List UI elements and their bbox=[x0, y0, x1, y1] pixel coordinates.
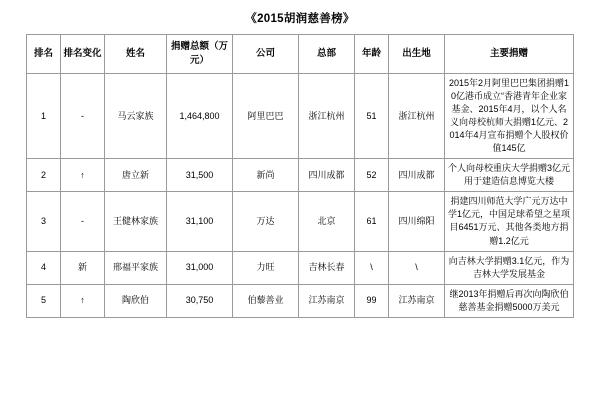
header-age: 年龄 bbox=[355, 35, 389, 74]
cell-rank-change: ↑ bbox=[61, 159, 105, 192]
cell-birthplace: 四川成都 bbox=[389, 159, 445, 192]
header-company: 公司 bbox=[233, 35, 299, 74]
cell-rank: 1 bbox=[27, 74, 61, 159]
header-row bbox=[27, 35, 574, 74]
cell-rank-change: 新 bbox=[61, 251, 105, 284]
cell-rank-change: - bbox=[61, 74, 105, 159]
cell-rank: 2 bbox=[27, 159, 61, 192]
header-main-donation: 主要捐赠 bbox=[445, 35, 574, 74]
cell-name: 陶欣伯 bbox=[105, 284, 167, 317]
cell-main-donation: 继2013年捐赠后再次向陶欣伯慈善基金捐赠5000万美元 bbox=[445, 284, 574, 317]
cell-amount: 31,500 bbox=[167, 159, 233, 192]
header-headquarters: 总部 bbox=[299, 35, 355, 74]
table-header bbox=[27, 35, 574, 74]
header-donation-total: 捐赠总额（万元） bbox=[167, 35, 233, 74]
table-row bbox=[27, 251, 574, 284]
page-bottom-clip bbox=[0, 404, 600, 414]
cell-company: 力旺 bbox=[233, 251, 299, 284]
cell-amount: 31,000 bbox=[167, 251, 233, 284]
cell-age: 52 bbox=[355, 159, 389, 192]
cell-company: 伯藜善业 bbox=[233, 284, 299, 317]
header-rank-change: 排名变化 bbox=[61, 35, 105, 74]
cell-rank: 3 bbox=[27, 192, 61, 251]
cell-company: 万达 bbox=[233, 192, 299, 251]
cell-rank: 4 bbox=[27, 251, 61, 284]
cell-headquarters: 四川成都 bbox=[299, 159, 355, 192]
cell-headquarters: 吉林长春 bbox=[299, 251, 355, 284]
table-row bbox=[27, 284, 574, 317]
cell-amount: 1,464,800 bbox=[167, 74, 233, 159]
page-title: 《2015胡润慈善榜》 bbox=[245, 13, 355, 25]
cell-headquarters: 北京 bbox=[299, 192, 355, 251]
cell-company: 新尚 bbox=[233, 159, 299, 192]
header-rank: 排名 bbox=[27, 35, 61, 74]
cell-age: 61 bbox=[355, 192, 389, 251]
cell-age: 51 bbox=[355, 74, 389, 159]
table-row bbox=[27, 192, 574, 251]
cell-main-donation: 捐建四川师范大学广元万达中学1亿元，中国足球希望之星项目6451万元、其他各类地方捐赠1.2亿元 bbox=[445, 192, 574, 251]
cell-rank-change: ↑ bbox=[61, 284, 105, 317]
cell-name: 唐立新 bbox=[105, 159, 167, 192]
cell-age: 99 bbox=[355, 284, 389, 317]
header-name: 姓名 bbox=[105, 35, 167, 74]
cell-name: 马云家族 bbox=[105, 74, 167, 159]
cell-headquarters: 浙江杭州 bbox=[299, 74, 355, 159]
cell-birthplace: \ bbox=[389, 251, 445, 284]
cell-name: 邢福平家族 bbox=[105, 251, 167, 284]
table-container bbox=[0, 34, 600, 318]
header-birthplace: 出生地 bbox=[389, 35, 445, 74]
cell-main-donation: 2015年2月阿里巴巴集团捐赠10亿港币成立“香港青年企业家基金、2015年4月，以个人名义向母校杭师大捐赠1亿元、2014年4月宣布捐赠个人股权价值145亿 bbox=[445, 74, 574, 159]
cell-main-donation: 向吉林大学捐赠3.1亿元，作为吉林大学发展基金 bbox=[445, 251, 574, 284]
table-row bbox=[27, 159, 574, 192]
cell-main-donation: 个人向母校重庆大学捐赠3亿元用于建造信息博览大楼 bbox=[445, 159, 574, 192]
cell-birthplace: 浙江杭州 bbox=[389, 74, 445, 159]
table-body bbox=[27, 74, 574, 318]
cell-amount: 31,100 bbox=[167, 192, 233, 251]
cell-name: 王健林家族 bbox=[105, 192, 167, 251]
cell-rank-change: - bbox=[61, 192, 105, 251]
cell-rank: 5 bbox=[27, 284, 61, 317]
cell-amount: 30,750 bbox=[167, 284, 233, 317]
cell-birthplace: 江苏南京 bbox=[389, 284, 445, 317]
cell-age: \ bbox=[355, 251, 389, 284]
philanthropy-rank-table bbox=[26, 34, 574, 318]
cell-company: 阿里巴巴 bbox=[233, 74, 299, 159]
cell-headquarters: 江苏南京 bbox=[299, 284, 355, 317]
table-row bbox=[27, 74, 574, 159]
cell-birthplace: 四川绵阳 bbox=[389, 192, 445, 251]
